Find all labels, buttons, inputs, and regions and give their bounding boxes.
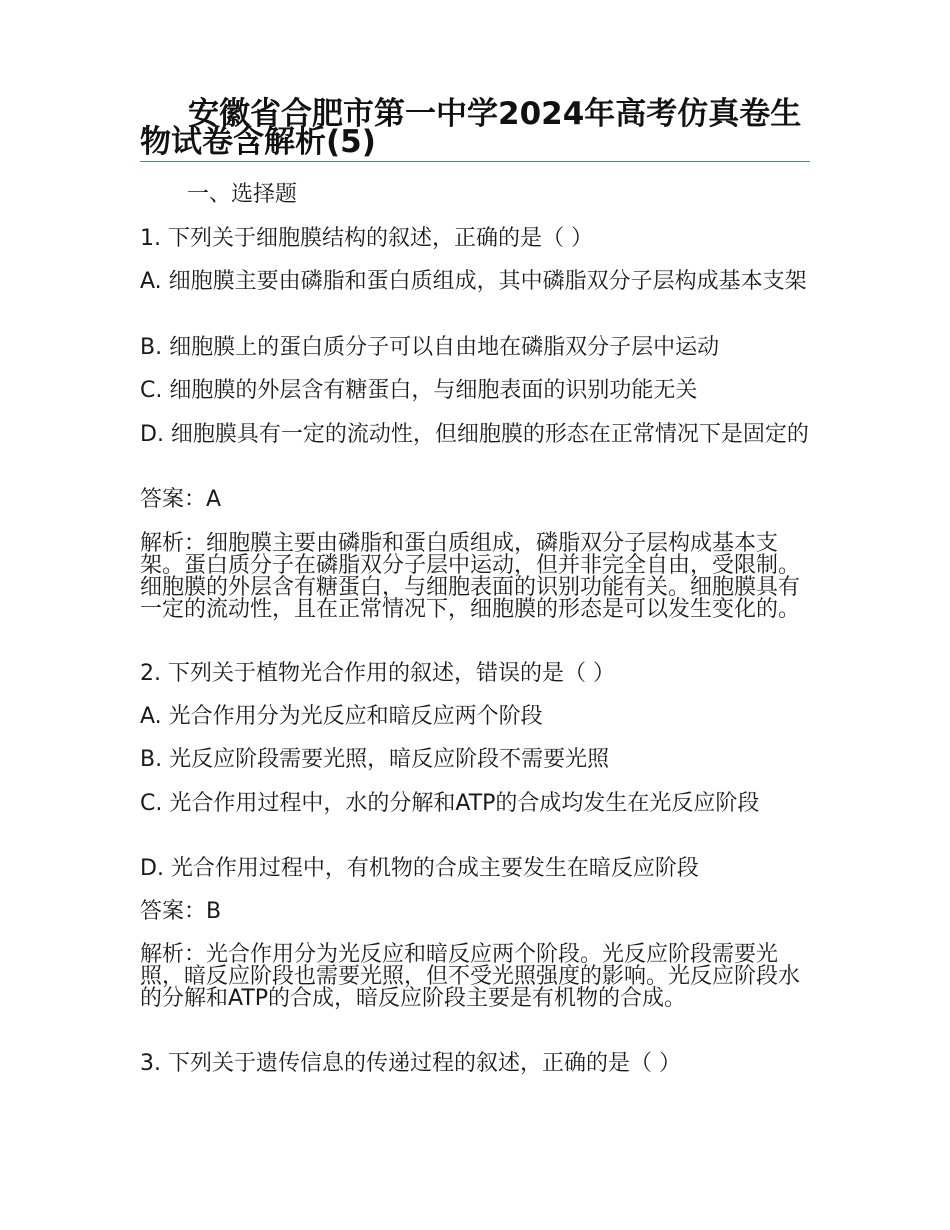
question-2-stem: 2. 下列关于植物光合作用的叙述，错误的是（ ） bbox=[140, 661, 615, 686]
document-title: 安徽省合肥市第一中学2024年高考仿真卷生物试卷含解析(5) bbox=[140, 96, 802, 160]
question-1-option-b: B. 细胞膜上的蛋白质分子可以自由地在磷脂双分子层中运动 bbox=[140, 335, 720, 360]
question-3-stem: 3. 下列关于遗传信息的传递过程的叙述，正确的是（ ） bbox=[140, 1051, 681, 1076]
question-1-option-c: C. 细胞膜的外层含有糖蛋白，与细胞表面的识别功能无关 bbox=[140, 378, 698, 403]
question-1-explanation: 解析：细胞膜主要由磷脂和蛋白质组成，磷脂双分子层构成基本支架。蛋白质分子在磷脂双分子层中运动，但并非完全自由，受限制。细胞膜的外层含有糖蛋白，与细胞表面的识别功能有关。细胞膜具有一定的流动性，且在正常情况下，细胞膜的形态是可以发生变化的。 bbox=[140, 531, 801, 622]
section-heading: 一、选择题 bbox=[187, 182, 298, 207]
question-2-option-b: B. 光反应阶段需要光照，暗反应阶段不需要光照 bbox=[140, 747, 610, 772]
question-1-stem: 1. 下列关于细胞膜结构的叙述，正确的是（ ） bbox=[140, 226, 593, 251]
question-2-option-a: A. 光合作用分为光反应和暗反应两个阶段 bbox=[140, 704, 543, 729]
question-1-option-d: D. 细胞膜具有一定的流动性，但细胞膜的形态在正常情况下是固定的 bbox=[140, 422, 809, 447]
title-underline bbox=[140, 161, 810, 162]
question-2-answer: 答案：B bbox=[140, 899, 222, 924]
question-2-explanation: 解析：光合作用分为光反应和暗反应两个阶段。光反应阶段需要光照，暗反应阶段也需要光照，但不受光照强度的影响。光反应阶段水的分解和ATP的合成，暗反应阶段主要是有机物的合成。 bbox=[140, 942, 801, 1011]
question-2-option-c: C. 光合作用过程中，水的分解和ATP的合成均发生在光反应阶段 bbox=[140, 791, 760, 816]
question-1-answer: 答案：A bbox=[140, 487, 222, 512]
question-2-option-d: D. 光合作用过程中，有机物的合成主要发生在暗反应阶段 bbox=[140, 856, 699, 881]
question-1-option-a: A. 细胞膜主要由磷脂和蛋白质组成，其中磷脂双分子层构成基本支架 bbox=[140, 269, 807, 294]
